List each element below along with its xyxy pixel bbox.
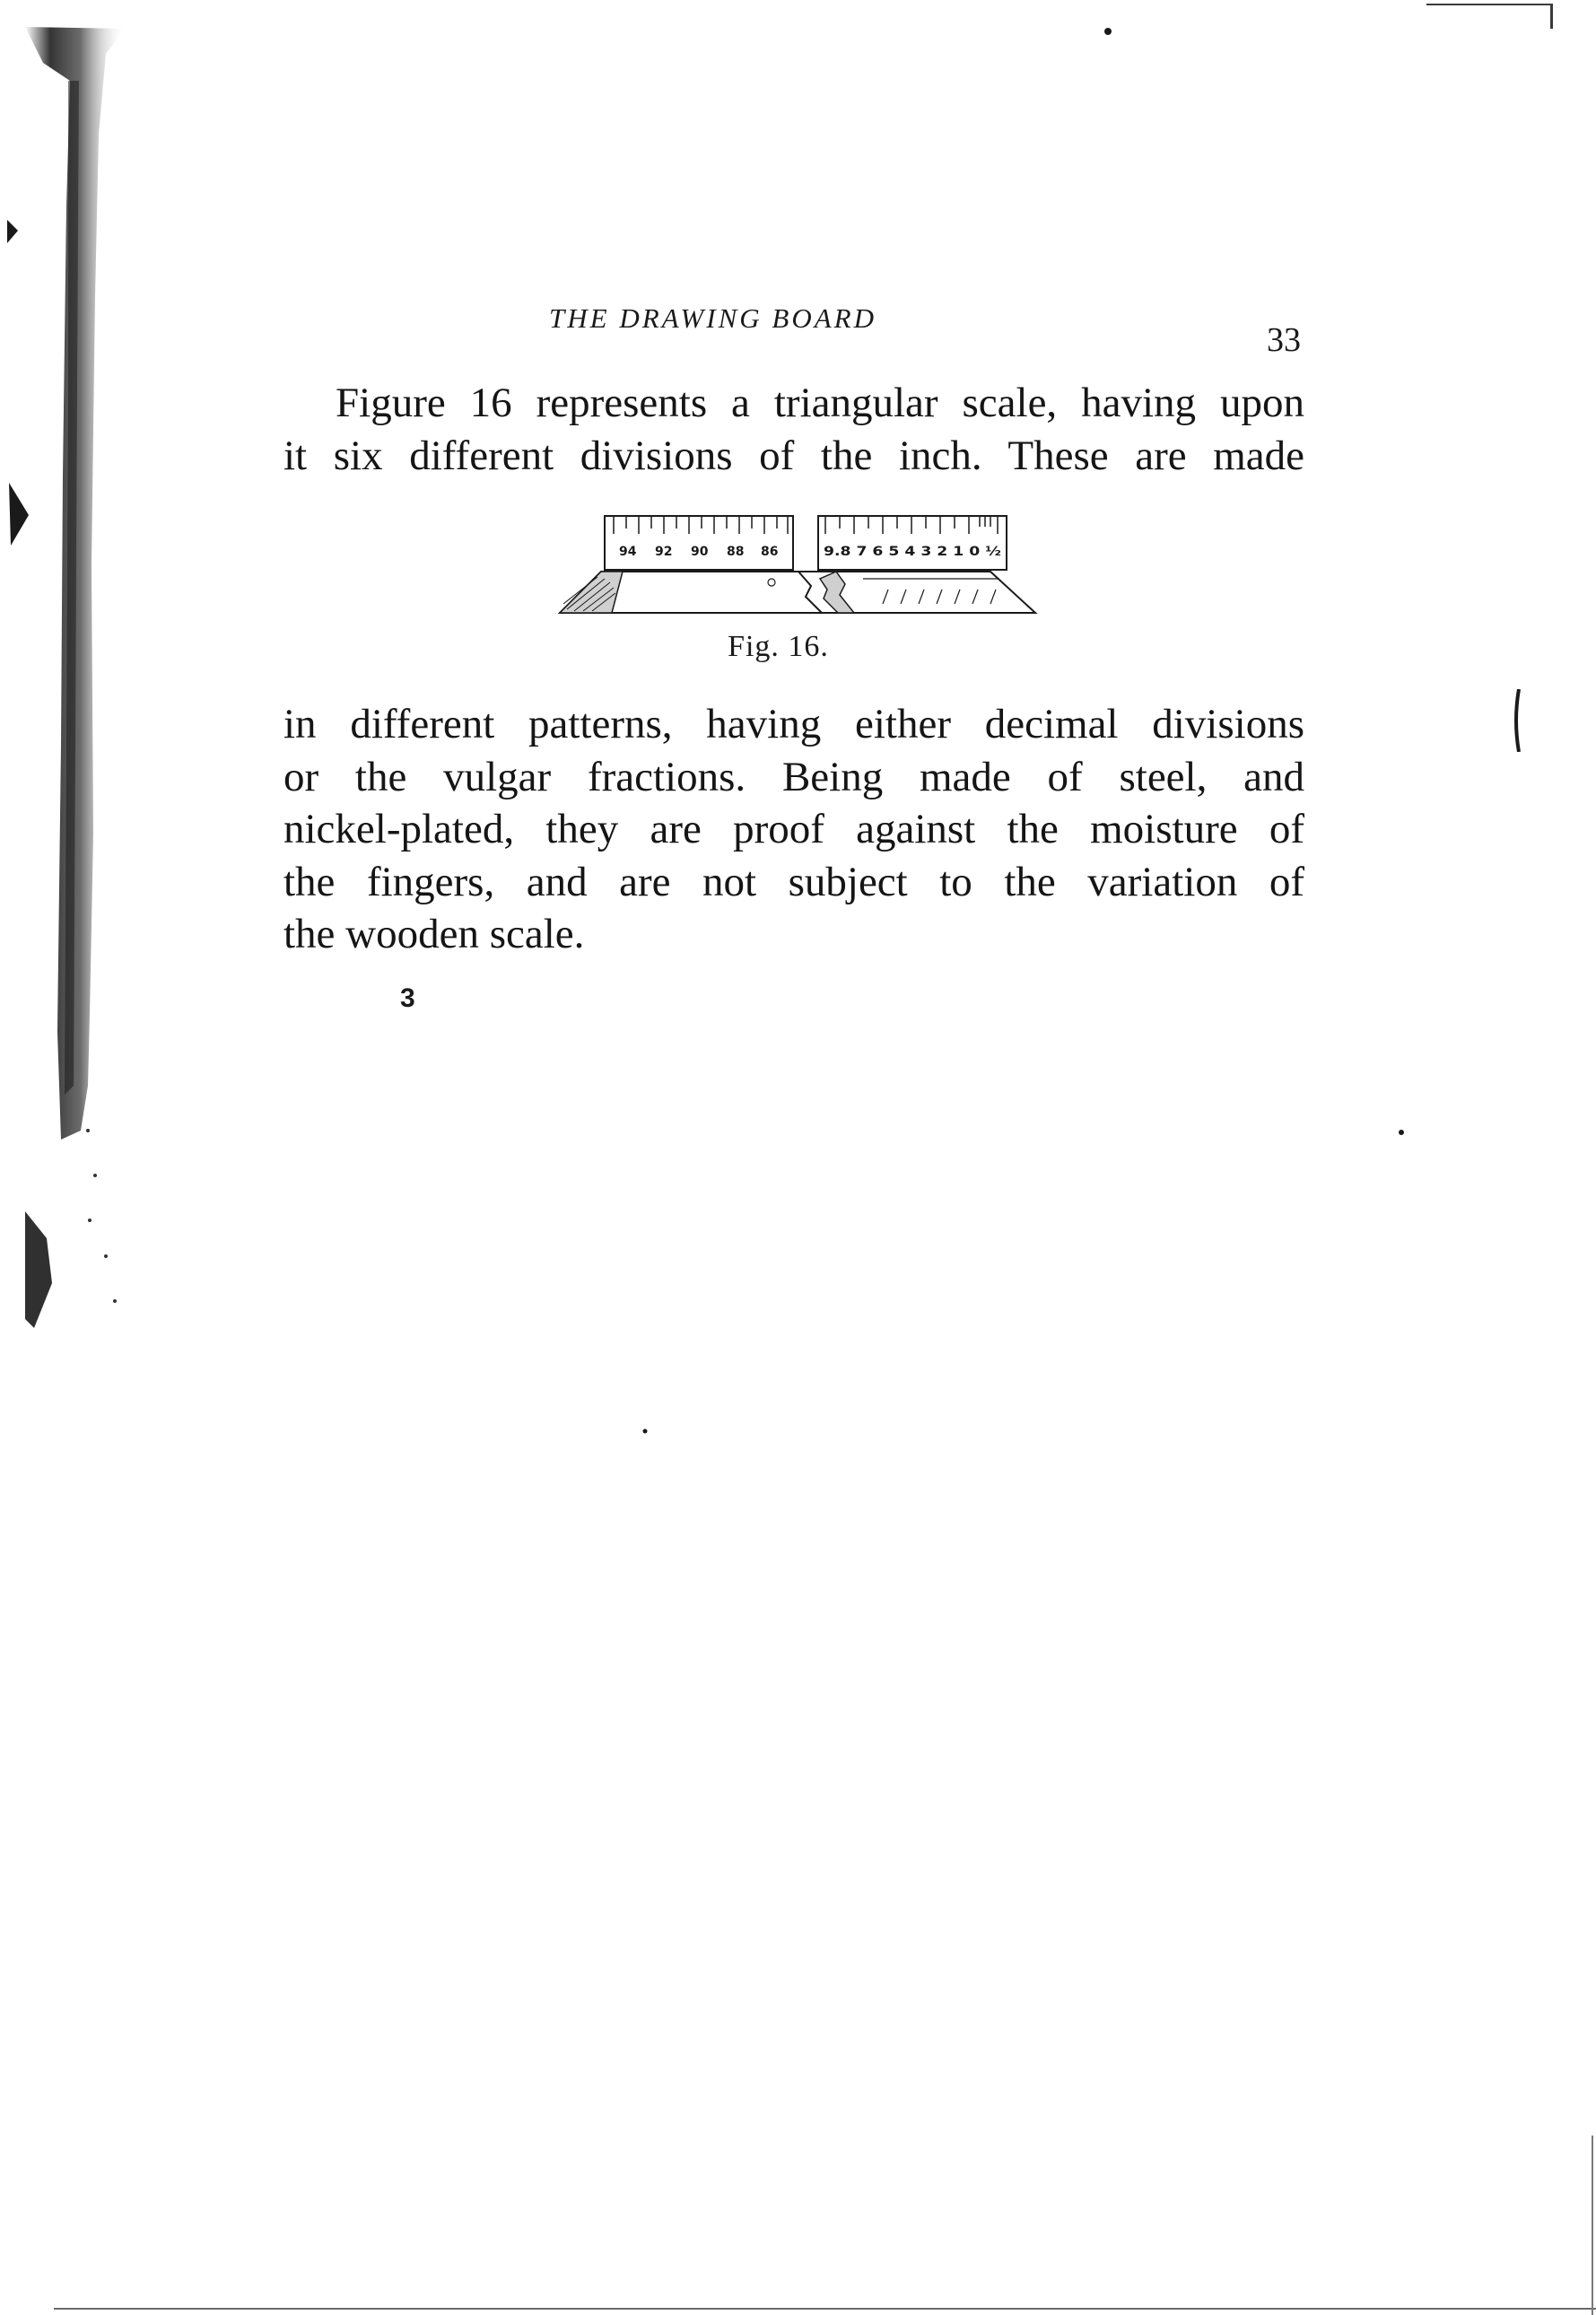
paragraph-2 (283, 698, 1304, 961)
scale-label: 88 (727, 545, 745, 559)
ink-speck (1103, 25, 1112, 38)
left-ink-mark (7, 483, 31, 546)
running-head (0, 302, 1596, 359)
scan-edge-line (1592, 2136, 1593, 2315)
text-line: the wooden scale. (283, 911, 585, 957)
scan-edge-line (1426, 4, 1552, 5)
page-number: 33 (1267, 321, 1301, 359)
signature-mark: 3 (400, 983, 415, 1013)
scale-label: 90 (691, 545, 709, 559)
text-line: nickel-plated, they are proof against the moisture of (283, 806, 1304, 852)
text-line: it six different divisions of the inch. These are made (283, 432, 1304, 479)
figure-caption (0, 630, 1596, 664)
ink-speck (642, 1428, 648, 1434)
scale-label: 86 (761, 545, 779, 559)
left-ink-mark (5, 220, 20, 247)
caption-text: Fig. 16. (728, 630, 829, 663)
paragraph-1 (283, 377, 1304, 482)
ink-speck (1398, 1129, 1405, 1136)
text-line: or the vulgar fractions. Being made of steel, and (283, 753, 1304, 800)
text-line: in different patterns, having either decimal divisions (283, 701, 1304, 747)
scan-edge-line (1550, 4, 1553, 29)
triangular-scale-figure (558, 507, 1038, 619)
binding-shadow (25, 27, 126, 1328)
scale-label-row: 9.8 7 6 5 4 3 2 1 0 ½ (824, 545, 1001, 559)
scale-label: 92 (655, 545, 673, 559)
text-line: Figure 16 represents a triangular scale, having upon (336, 380, 1304, 426)
scan-edge-line (54, 2308, 1596, 2310)
text-line: the fingers, and are not subject to the variation of (283, 858, 1304, 905)
ink-mark (1513, 689, 1522, 752)
scale-label: 94 (619, 545, 637, 559)
running-title: THE DRAWING BOARD (549, 302, 876, 334)
